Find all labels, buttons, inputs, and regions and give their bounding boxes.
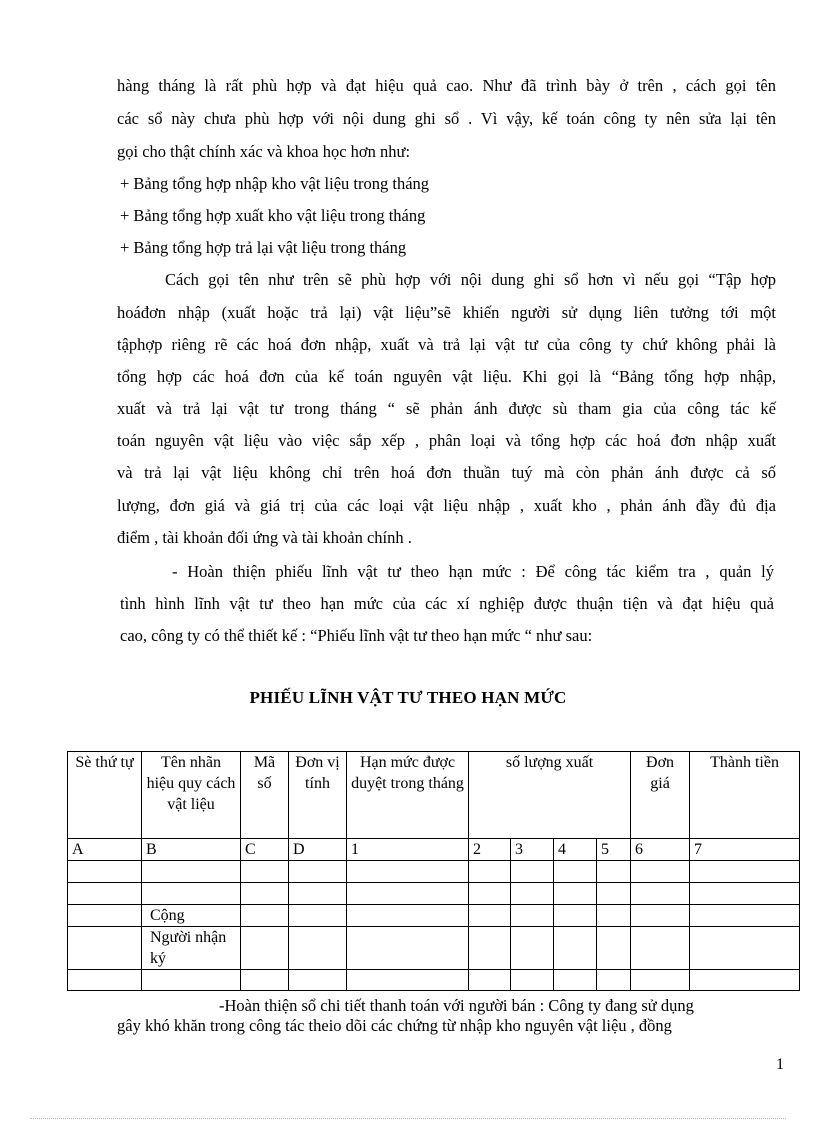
paragraph-line: và trả lại vật liệu không chỉ trên hoá đơn thuần tuý mà còn phản ánh được cả số [117,463,776,482]
header-unit: Đơn vị tính [289,752,347,839]
table-row [68,861,800,883]
paragraph-line: -Hoàn thiện sổ chi tiết thanh toán với người bán : Công ty đang sử dụng [219,996,694,1015]
receiver-label: Người nhận ký [142,927,241,970]
paragraph-line: điểm , tài khoản đối ứng và tài khoản chính . [117,528,412,547]
page-bottom-rule [30,1118,786,1119]
header-name: Tên nhãn hiệu quy cách vật liệu [142,752,241,839]
paragraph-line: - Hoàn thiện phiếu lĩnh vật tư theo hạn mức : Để công tác kiểm tra , quản lý [172,562,774,581]
column-code: 6 [631,839,690,861]
paragraph-line: tổng hợp các hoá đơn của kế toán nguyên vật liệu. Khi gọi là “Bảng tổng hợp nhập, [117,367,776,386]
table-header-row [68,752,800,839]
paragraph-line: tình hình lĩnh vật tư theo hạn mức của các xí nghiệp được thuận tiện và đạt hiệu quả [120,594,774,613]
column-code: 5 [597,839,631,861]
bullet-item: + Bảng tổng hợp trả lại vật liệu trong tháng [120,238,407,257]
paragraph-line: hoáđơn nhập (xuất hoặc trả lại) vật liệu”sẽ khiến người sử dụng liên tưởng tới một [117,303,776,322]
paragraph-line: gây khó khăn trong công tác theio dõi các chứng từ nhập kho nguyên vật liệu , đồng [117,1016,672,1035]
column-code: 4 [554,839,597,861]
total-row [68,905,800,927]
header-limit: Hạn mức được duyệt trong tháng [347,752,469,839]
bullet-item: + Bảng tổng hợp nhập kho vật liệu trong tháng [120,174,430,193]
header-quantity: số lượng xuất [469,752,631,839]
column-code: D [289,839,347,861]
column-code: 1 [347,839,469,861]
column-code: B [142,839,241,861]
column-code: 7 [690,839,800,861]
paragraph-line: xuất và trả lại vật tư trong tháng “ sẽ phản ánh được sù tham gia của công tác kế [117,399,776,418]
total-label: Cộng [142,905,241,927]
header-stt: Sè thứ tự [68,752,142,839]
column-code: 2 [469,839,511,861]
form-title: PHIẾU LĨNH VẬT TƯ THEO HẠN MỨC [249,688,567,707]
header-price: Đơn giá [631,752,690,839]
column-code: A [68,839,142,861]
paragraph-line: tậphợp riêng rẽ các hoá đơn nhập, xuất và trả lại vật tư của công ty chứ không phải là [117,335,776,354]
header-code: Mã số [241,752,289,839]
column-code: C [241,839,289,861]
receiver-row [68,927,800,970]
column-code: 3 [511,839,554,861]
paragraph-line: hàng tháng là rất phù hợp và đạt hiệu quả cao. Như đã trình bày ở trên , cách gọi tên [117,76,776,95]
column-code-row [68,839,800,861]
header-amount: Thành tiền [690,752,800,839]
paragraph-line: Cách gọi tên như trên sẽ phù hợp với nội dung ghi sổ hơn vì nếu gọi “Tập hợp [165,270,776,289]
paragraph-line: các sổ này chưa phù hợp với nội dung ghi sổ . Vì vậy, kế toán công ty nên sửa lại tên [117,109,776,128]
requisition-table [67,751,800,991]
page-number: 1 [776,1056,784,1073]
paragraph-line: toán nguyên vật liệu vào việc sắp xếp , phân loại và tổng hợp các hoá đơn nhập xuất [117,431,776,450]
paragraph-line: lượng, đơn giá và giá trị của các loại vật liệu nhập , xuất kho , phản ánh đầy đủ địa [117,496,776,515]
table-row [68,883,800,905]
bullet-item: + Bảng tổng hợp xuất kho vật liệu trong tháng [120,206,426,225]
table-row [68,970,800,991]
paragraph-line: gọi cho thật chính xác và khoa học hơn như: [117,142,411,161]
paragraph-line: cao, công ty có thể thiết kế : “Phiếu lĩnh vật tư theo hạn mức “ như sau: [120,626,593,645]
